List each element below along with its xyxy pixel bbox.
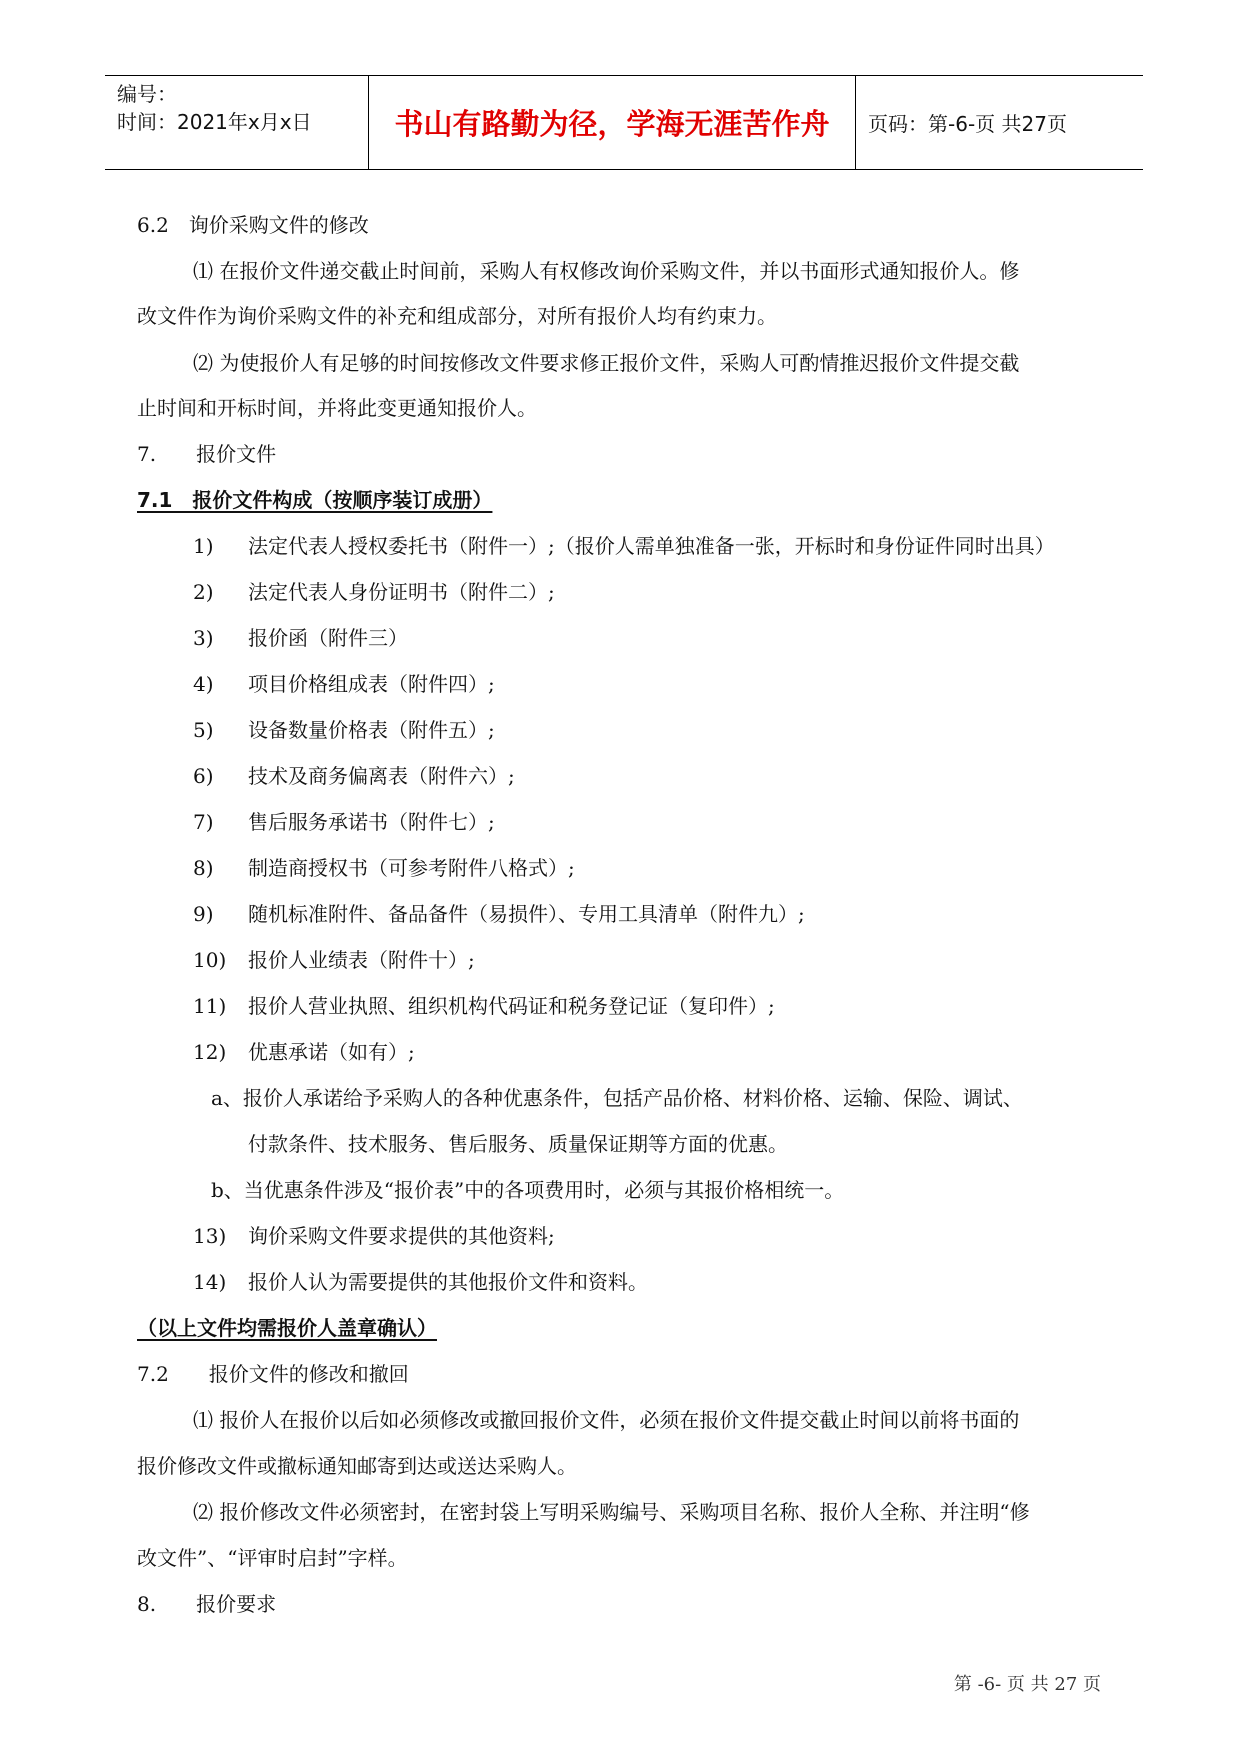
list-item-number: 6) (193, 764, 214, 788)
para-7-2-1-line1: ⑴ 报价人在报价以后如必须修改或撤回报价文件，必须在报价文件提交截止时间以前将书面的 (193, 1408, 1020, 1432)
header-page-number: 页码：第-6-页 共27页 (868, 112, 1067, 136)
para-7-2-2-line1: ⑵ 报价修改文件必须密封，在密封袋上写明采购编号、采购项目名称、报价人全称、并注明“修 (193, 1500, 1030, 1524)
list-item-number: 10) (193, 948, 227, 972)
list-item-text: 报价人业绩表（附件十）; (248, 948, 475, 972)
doc-number-label: 编号： (117, 82, 177, 106)
sub-item-b: b、当优惠条件涉及“报价表”中的各项费用时，必须与其报价格相统一。 (211, 1178, 845, 1202)
seal-note: （以上文件均需报价人盖章确认） (137, 1316, 437, 1340)
list-item-number: 13) (193, 1224, 227, 1248)
page-footer: 第 -6- 页 共 27 页 (953, 1674, 1101, 1695)
list-item-text: 法定代表人授权委托书（附件一）;（报价人需单独准备一张，开标时和身份证件同时出具） (248, 534, 1055, 558)
para-7-2-2-line2: 改文件”、“评审时启封”字样。 (137, 1546, 408, 1570)
list-item-text: 制造商授权书（可参考附件八格式）; (248, 856, 575, 880)
section-6-2-heading: 6.2 询价采购文件的修改 (137, 213, 369, 237)
list-item-text: 优惠承诺（如有）; (248, 1040, 415, 1064)
list-item-number: 2) (193, 580, 214, 604)
page-header (105, 75, 1143, 170)
list-item-text: 询价采购文件要求提供的其他资料; (248, 1224, 555, 1248)
list-item-number: 9) (193, 902, 214, 926)
section-7-1-heading: 7.1 报价文件构成（按顺序装订成册） (137, 488, 493, 512)
list-item-text: 随机标准附件、备品备件（易损件）、专用工具清单（附件九）; (248, 902, 805, 926)
list-item-number: 12) (193, 1040, 227, 1064)
section-7-2-heading: 7.2 报价文件的修改和撤回 (137, 1362, 409, 1386)
list-item-number: 14) (193, 1270, 227, 1294)
list-item-text: 报价人认为需要提供的其他报价文件和资料。 (248, 1270, 648, 1294)
list-item-number: 7) (193, 810, 214, 834)
section-7-heading: 7. 报价文件 (137, 442, 277, 466)
list-item-text: 售后服务承诺书（附件七）; (248, 810, 495, 834)
sub-item-a-line2: 付款条件、技术服务、售后服务、质量保证期等方面的优惠。 (248, 1132, 788, 1156)
list-item-number: 8) (193, 856, 214, 880)
para-6-2-2-line2: 止时间和开标时间，并将此变更通知报价人。 (137, 396, 537, 420)
sub-item-a-line1: a、报价人承诺给予采购人的各种优惠条件，包括产品价格、材料价格、运输、保险、调试、 (211, 1086, 1023, 1110)
list-item-number: 3) (193, 626, 214, 650)
list-item-number: 11) (193, 994, 227, 1018)
list-item-text: 法定代表人身份证明书（附件二）; (248, 580, 555, 604)
para-6-2-1-line2: 改文件作为询价采购文件的补充和组成部分，对所有报价人均有约束力。 (137, 304, 777, 328)
list-item-number: 4) (193, 672, 214, 696)
list-item-text: 项目价格组成表（附件四）; (248, 672, 495, 696)
header-meta (105, 76, 369, 169)
para-6-2-1-line1: ⑴ 在报价文件递交截止时间前，采购人有权修改询价采购文件，并以书面形式通知报价人。修 (193, 259, 1020, 283)
para-7-2-1-line2: 报价修改文件或撤标通知邮寄到达或送达采购人。 (137, 1454, 577, 1478)
list-item-text: 报价函（附件三） (248, 626, 408, 650)
list-item-text: 技术及商务偏离表（附件六）; (248, 764, 515, 788)
para-6-2-2-line1: ⑵ 为使报价人有足够的时间按修改文件要求修正报价文件，采购人可酌情推迟报价文件提交截 (193, 351, 1020, 375)
section-8-heading: 8. 报价要求 (137, 1592, 277, 1616)
list-item-number: 1) (193, 534, 214, 558)
list-item-number: 5) (193, 718, 214, 742)
list-item-text: 设备数量价格表（附件五）; (248, 718, 495, 742)
list-item-text: 报价人营业执照、组织机构代码证和税务登记证（复印件）; (248, 994, 775, 1018)
doc-time-label: 时间：2021年x月x日 (117, 110, 312, 134)
header-motto: 书山有路勤为径，学海无涯苦作舟 (369, 76, 856, 169)
